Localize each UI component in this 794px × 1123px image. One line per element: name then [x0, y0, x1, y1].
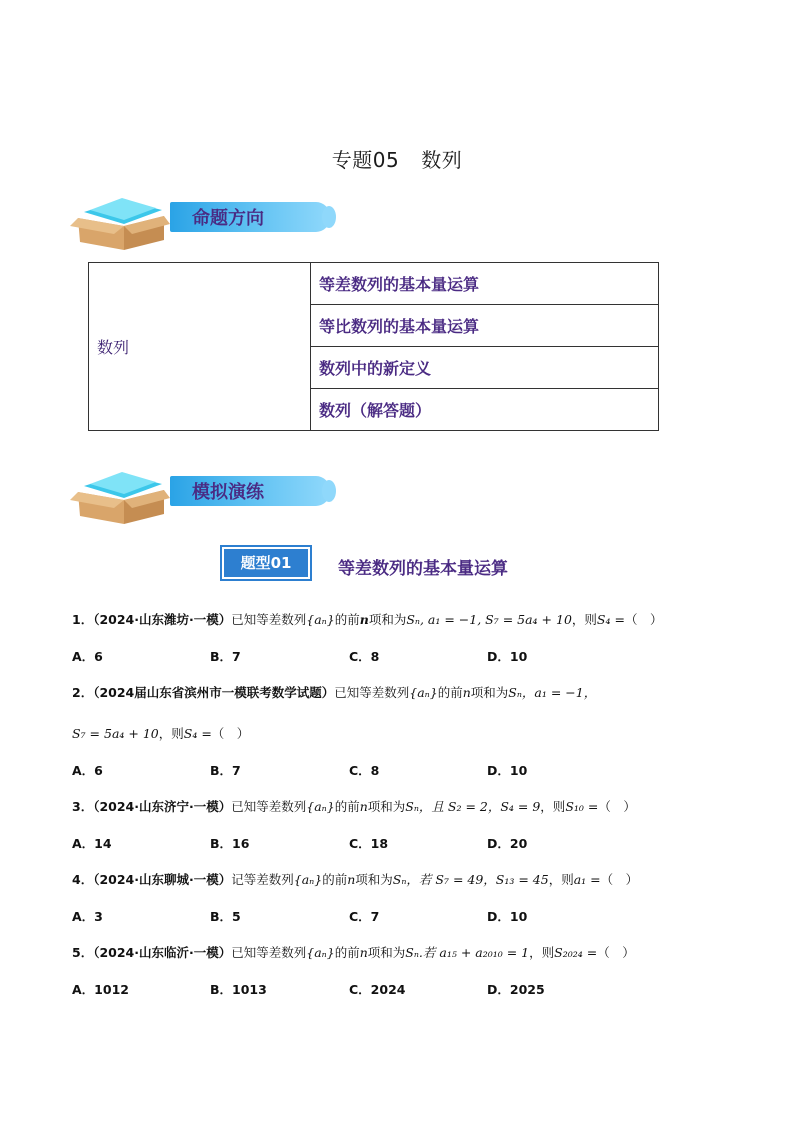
- question-source: 2．（2024届山东省滨州市一模联考数学试题）: [72, 685, 335, 700]
- option: D．10: [487, 763, 528, 778]
- title-topic-name: 数列: [421, 148, 463, 172]
- question-source: 1．（2024·山东潍坊·一模）: [72, 612, 232, 627]
- question-text: 已知等差数列: [231, 799, 307, 814]
- question-text: 项和为: [367, 799, 406, 814]
- question-text: ，则: [571, 612, 597, 627]
- option: A．6: [72, 649, 103, 664]
- math-expr: S₇ = 5a₄ + 10: [72, 726, 159, 741]
- title-topic-number: 专题05: [331, 148, 400, 172]
- question-text: 的前: [334, 799, 360, 814]
- math-expr: n: [359, 945, 368, 960]
- math-expr: S₂₀₂₄ =: [554, 945, 598, 960]
- math-expr: Sₙ，a₁ = −1，: [508, 685, 597, 700]
- options-1: [72, 647, 672, 665]
- option: A．6: [72, 763, 103, 778]
- page-title: [0, 144, 794, 173]
- question-text: 项和为: [355, 872, 393, 887]
- options-5: [72, 980, 672, 998]
- badge-label: 题型01: [224, 549, 308, 577]
- question-1: [72, 610, 662, 628]
- math-expr: Sₙ, a₁ = −1, S₇ = 5a₄ + 10: [406, 612, 572, 627]
- topic-item: 等差数列的基本量运算: [311, 263, 659, 305]
- question-type-title: 等差数列的基本量运算: [338, 559, 508, 579]
- question-text: 的前: [322, 872, 348, 887]
- option: B．5: [210, 909, 241, 924]
- math-expr: n: [359, 799, 368, 814]
- math-expr: n: [359, 612, 369, 627]
- math-expr: a₁ =: [573, 872, 601, 887]
- question-text: 已知等差数列: [231, 612, 307, 627]
- math-expr: S₄ =: [596, 612, 625, 627]
- question-type-badge: [220, 545, 312, 581]
- option: D．10: [487, 909, 528, 924]
- question-source: 3．（2024·山东济宁·一模）: [72, 799, 232, 814]
- section-header-practice: [70, 460, 340, 530]
- question-3: [72, 797, 636, 815]
- option: B．16: [210, 836, 250, 851]
- option: A．1012: [72, 982, 129, 997]
- question-text: 项和为: [470, 685, 509, 700]
- math-expr: {aₙ}: [306, 945, 335, 960]
- question-text: 已知等差数列: [231, 945, 307, 960]
- math-expr: S₁₀ =: [565, 799, 599, 814]
- answer-blank: （ ）: [600, 872, 639, 887]
- topic-table: [88, 262, 659, 431]
- option: D．2025: [487, 982, 545, 997]
- answer-blank: （ ）: [598, 799, 636, 814]
- option: C．8: [349, 763, 380, 778]
- answer-blank: （ ）: [624, 612, 663, 627]
- question-source: 4．（2024·山东聊城·一模）: [72, 872, 232, 887]
- math-expr: Sₙ.若 a₁₅ + a₂₀₁₀ = 1: [405, 945, 530, 960]
- question-source: 5．（2024·山东临沂·一模）: [72, 945, 232, 960]
- math-expr: {aₙ}: [306, 612, 335, 627]
- option: D．10: [487, 649, 528, 664]
- question-5: [72, 943, 635, 961]
- question-text: 记等差数列: [231, 872, 294, 887]
- math-expr: n: [347, 872, 356, 887]
- answer-blank: （ ）: [211, 726, 250, 741]
- section-label: 模拟演练: [192, 482, 264, 503]
- option: B．1013: [210, 982, 267, 997]
- math-expr: n: [462, 685, 471, 700]
- open-box-icon: [70, 460, 170, 526]
- math-expr: Sₙ，若 S₇ = 49，S₁₃ = 45: [392, 872, 549, 887]
- option: B．7: [210, 649, 241, 664]
- option: C．7: [349, 909, 380, 924]
- topic-category: 数列: [89, 263, 311, 431]
- option: C．8: [349, 649, 380, 664]
- open-box-icon: [70, 186, 170, 252]
- option: A．14: [72, 836, 112, 851]
- math-expr: {aₙ}: [293, 872, 323, 887]
- question-text: 已知等差数列: [334, 685, 410, 700]
- option: B．7: [210, 763, 241, 778]
- options-2: [72, 761, 672, 779]
- question-text: ，则: [529, 945, 555, 960]
- option: A．3: [72, 909, 103, 924]
- topic-item: 等比数列的基本量运算: [311, 305, 659, 347]
- option: C．2024: [349, 982, 406, 997]
- question-2: [72, 683, 596, 701]
- question-text: ，则: [158, 726, 184, 741]
- question-4: [72, 870, 638, 888]
- question-text: 的前: [437, 685, 463, 700]
- answer-blank: （ ）: [597, 945, 635, 960]
- question-text: 项和为: [367, 945, 406, 960]
- question-text: 的前: [334, 945, 360, 960]
- topic-item: 数列中的新定义: [311, 347, 659, 389]
- options-4: [72, 907, 672, 925]
- options-3: [72, 834, 672, 852]
- math-expr: S₄ =: [183, 726, 212, 741]
- math-expr: {aₙ}: [409, 685, 438, 700]
- question-text: ，则: [548, 872, 574, 887]
- option: D．20: [487, 836, 528, 851]
- question-text: ，则: [540, 799, 566, 814]
- question-text: 项和为: [368, 612, 407, 627]
- question-2-line-2: [72, 724, 249, 742]
- math-expr: Sₙ，且 S₂ = 2，S₄ = 9: [405, 799, 541, 814]
- option: C．18: [349, 836, 389, 851]
- topic-item: 数列（解答题）: [311, 389, 659, 431]
- question-text: 的前: [334, 612, 360, 627]
- math-expr: {aₙ}: [306, 799, 335, 814]
- section-header-direction: [70, 186, 340, 256]
- section-label: 命题方向: [192, 208, 264, 229]
